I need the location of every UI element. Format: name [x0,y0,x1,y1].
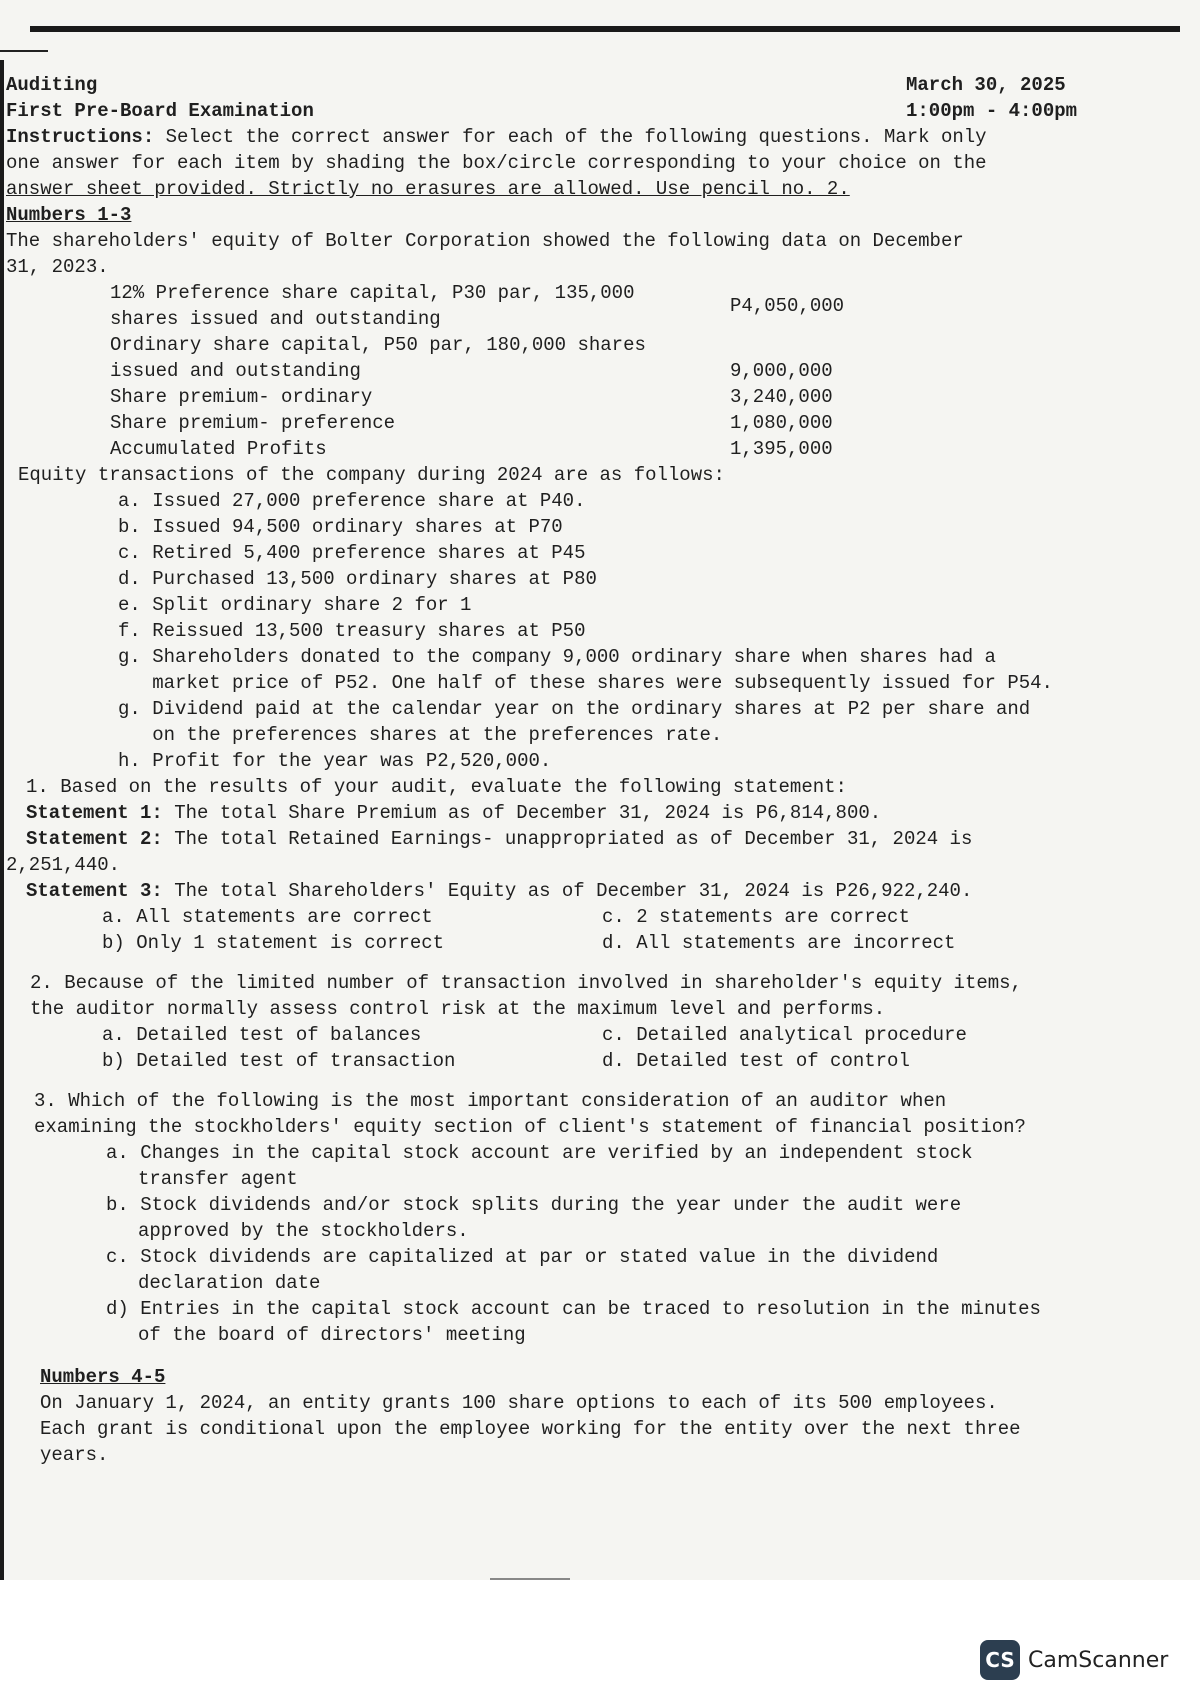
statement-text: The total Share Premium as of December 31, 2024 is P6,814,800. [162,802,882,824]
transactions-intro: Equity transactions of the company during 2024 are as follows: [18,464,725,486]
exam-date: March 30, 2025 [906,74,1066,96]
equity-amount: 3,240,000 [730,386,833,408]
choice-c-cont: declaration date [138,1272,321,1294]
choices [30,1022,1166,1074]
instructions [6,124,1166,202]
page-bottom-mark [490,1578,570,1580]
choice-a-cont: transfer agent [138,1168,298,1190]
choices [26,904,1166,956]
choice-b-cont: approved by the stockholders. [138,1220,469,1242]
choices [34,1140,1166,1348]
choice-d: d) Entries in the capital stock account can be traced to resolution in the minutes [106,1298,1041,1320]
choice-d: d. All statements are incorrect [602,932,956,954]
equity-label: Share premium- ordinary [110,386,373,408]
equity-amount: 1,395,000 [730,438,833,460]
transaction-item: a. Issued 27,000 preference share at P40. [118,490,586,512]
transaction-item: h. Profit for the year was P2,520,000. [118,750,552,772]
question-stem-cont: the auditor normally assess control risk at the maximum level and performs. [30,998,886,1020]
equity-row [110,332,930,384]
equity-amount: P4,050,000 [730,295,845,317]
statement-text: The total Shareholders' Equity as of December 31, 2024 is P26,922,240. [162,880,973,902]
choice-b: b. Stock dividends and/or stock splits during the year under the audit were [106,1194,962,1216]
question-stem: 2. Because of the limited number of transaction involved in shareholder's equity items, [30,972,1022,994]
choice-d: d. Detailed test of control [602,1050,910,1072]
choice-d-cont: of the board of directors' meeting [138,1324,526,1346]
equity-label: Ordinary share capital, P50 par, 180,000 shares [110,334,646,356]
equity-label: Share premium- preference [110,412,396,434]
exam-time: 1:00pm - 4:00pm [906,100,1078,122]
choice-a: a. All statements are correct [102,906,433,928]
transaction-item: g. Shareholders donated to the company 9,000 ordinary share when shares had a [118,646,996,668]
question-stem: 3. Which of the following is the most important consideration of an auditor when [34,1090,947,1112]
instructions-line-2: one answer for each item by shading the box/circle corresponding to your choice on the [6,152,987,174]
equity-table [110,280,930,462]
exam-title: First Pre-Board Examination [6,100,314,122]
transaction-item-cont: on the preferences shares at the preferences rate. [118,724,723,746]
intro-line-1: The shareholders' equity of Bolter Corporation showed the following data on December [6,230,964,252]
section-text: On January 1, 2024, an entity grants 100 share options to each of its 500 employees. [40,1392,998,1414]
transactions-list [6,488,1166,774]
section-text: years. [40,1444,109,1466]
transaction-item: d. Purchased 13,500 ordinary shares at P80 [118,568,597,590]
scan-corner-mark [0,50,48,52]
statement-text-cont: 2,251,440. [6,854,121,876]
subject: Auditing [6,74,98,96]
scan-top-border [30,26,1180,32]
scan-left-border [0,60,4,1580]
choice-b: b) Only 1 statement is correct [102,932,445,954]
section-title-4-5: Numbers 4-5 [40,1366,166,1388]
question-3 [6,1088,1166,1348]
transaction-item-cont: market price of P52. One half of these shares were subsequently issued for P54. [118,672,1053,694]
question-1 [6,774,1166,956]
choice-c: c. Detailed analytical procedure [602,1024,967,1046]
equity-row [110,384,930,410]
section-title-1-3: Numbers 1-3 [6,204,132,226]
choice-a: a. Changes in the capital stock account are verified by an independent stock [106,1142,973,1164]
instructions-label: Instructions: [6,126,155,148]
equity-row [110,280,930,332]
transaction-item: g. Dividend paid at the calendar year on the ordinary shares at P2 per share and [118,698,1031,720]
equity-amount: 1,080,000 [730,412,833,434]
section-text: Each grant is conditional upon the employee working for the entity over the next three [40,1418,1021,1440]
camscanner-watermark [980,1640,1168,1680]
equity-label-cont: shares issued and outstanding [110,308,441,330]
question-stem-cont: examining the stockholders' equity section of client's statement of financial position? [34,1116,1026,1138]
statement-label: Statement 2: [26,828,163,850]
section-4-5 [6,1364,1166,1468]
equity-label-cont: issued and outstanding [110,360,361,382]
exam-header [6,72,1166,124]
choice-c: c. Stock dividends are capitalized at par or stated value in the dividend [106,1246,939,1268]
statement-label: Statement 3: [26,880,163,902]
transaction-item: c. Retired 5,400 preference shares at P45 [118,542,586,564]
transaction-item: e. Split ordinary share 2 for 1 [118,594,472,616]
equity-amount: 9,000,000 [730,360,833,382]
statement-label: Statement 1: [26,802,163,824]
transaction-item: f. Reissued 13,500 treasury shares at P50 [118,620,586,642]
equity-label: 12% Preference share capital, P30 par, 135,000 [110,282,635,304]
question-stem: 1. Based on the results of your audit, evaluate the following statement: [26,776,847,798]
question-2 [6,970,1166,1074]
choice-a: a. Detailed test of balances [102,1024,422,1046]
instructions-line-1: Select the correct answer for each of the following questions. Mark only [154,126,987,148]
transaction-item: b. Issued 94,500 ordinary shares at P70 [118,516,563,538]
camscanner-text: CamScanner [1028,1647,1169,1673]
statement-text: The total Retained Earnings- unappropriated as of December 31, 2024 is [162,828,973,850]
equity-row [110,410,930,436]
intro-line-2: 31, 2023. [6,256,109,278]
equity-label: Accumulated Profits [110,438,327,460]
equity-row [110,436,930,462]
exam-content [6,72,1166,1468]
choice-c: c. 2 statements are correct [602,906,910,928]
choice-b: b) Detailed test of transaction [102,1050,456,1072]
instructions-line-3: answer sheet provided. Strictly no erasures are allowed. Use pencil no. 2. [6,178,850,200]
camscanner-logo-icon: CS [980,1640,1020,1680]
